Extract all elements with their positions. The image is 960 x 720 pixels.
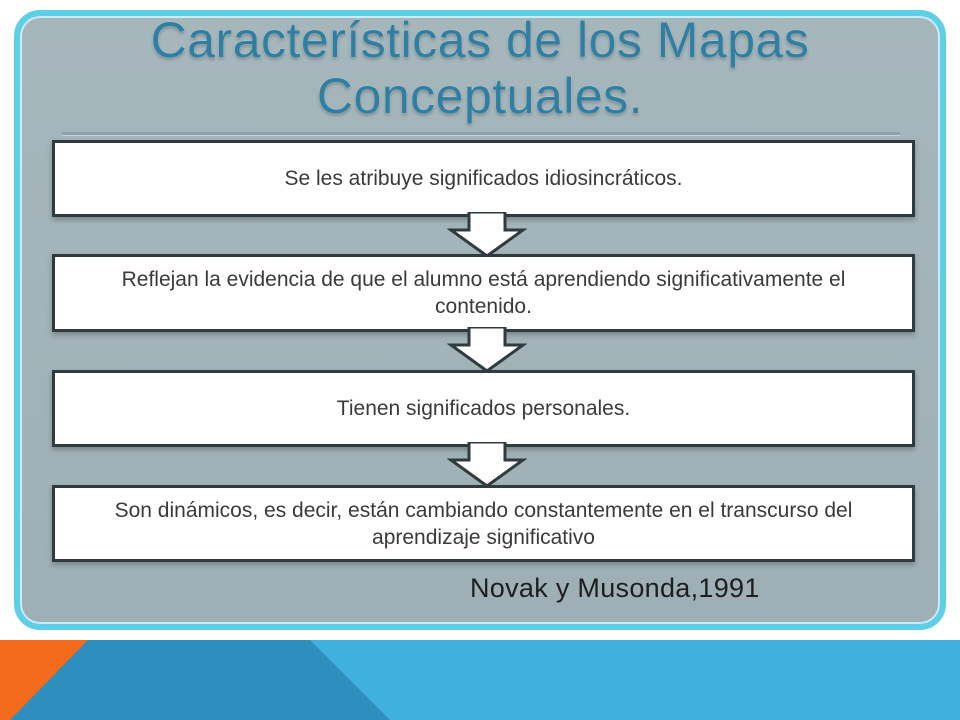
flow-box-4-text: Son dinámicos, es decir, están cambiando constantemente en el transcurso del aprendizaje significativo [114, 498, 853, 549]
citation: Novak y Musonda,1991 [470, 573, 760, 603]
title-line-1: Características de los Mapas [150, 12, 810, 68]
flow-box-1 [52, 140, 915, 217]
slide-title [14, 12, 946, 124]
flow-box-2-text: Reflejan la evidencia de que el alumno está aprendiendo significativamente el contenido. [121, 268, 846, 318]
title-line-2: Conceptuales. [316, 68, 644, 124]
down-arrow-icon [447, 442, 527, 488]
flow-box-3 [52, 370, 915, 447]
down-arrow-icon [447, 327, 527, 373]
flow-box-3-text: Tienen significados personales. [336, 397, 631, 420]
flow-box-2 [52, 254, 915, 332]
flow-box-4 [52, 485, 915, 562]
down-arrow-icon [447, 212, 527, 258]
title-divider [62, 132, 900, 136]
footer-decoration [0, 640, 960, 720]
flow-box-1-text: Se les atribuye significados idiosincráticos. [284, 167, 683, 190]
